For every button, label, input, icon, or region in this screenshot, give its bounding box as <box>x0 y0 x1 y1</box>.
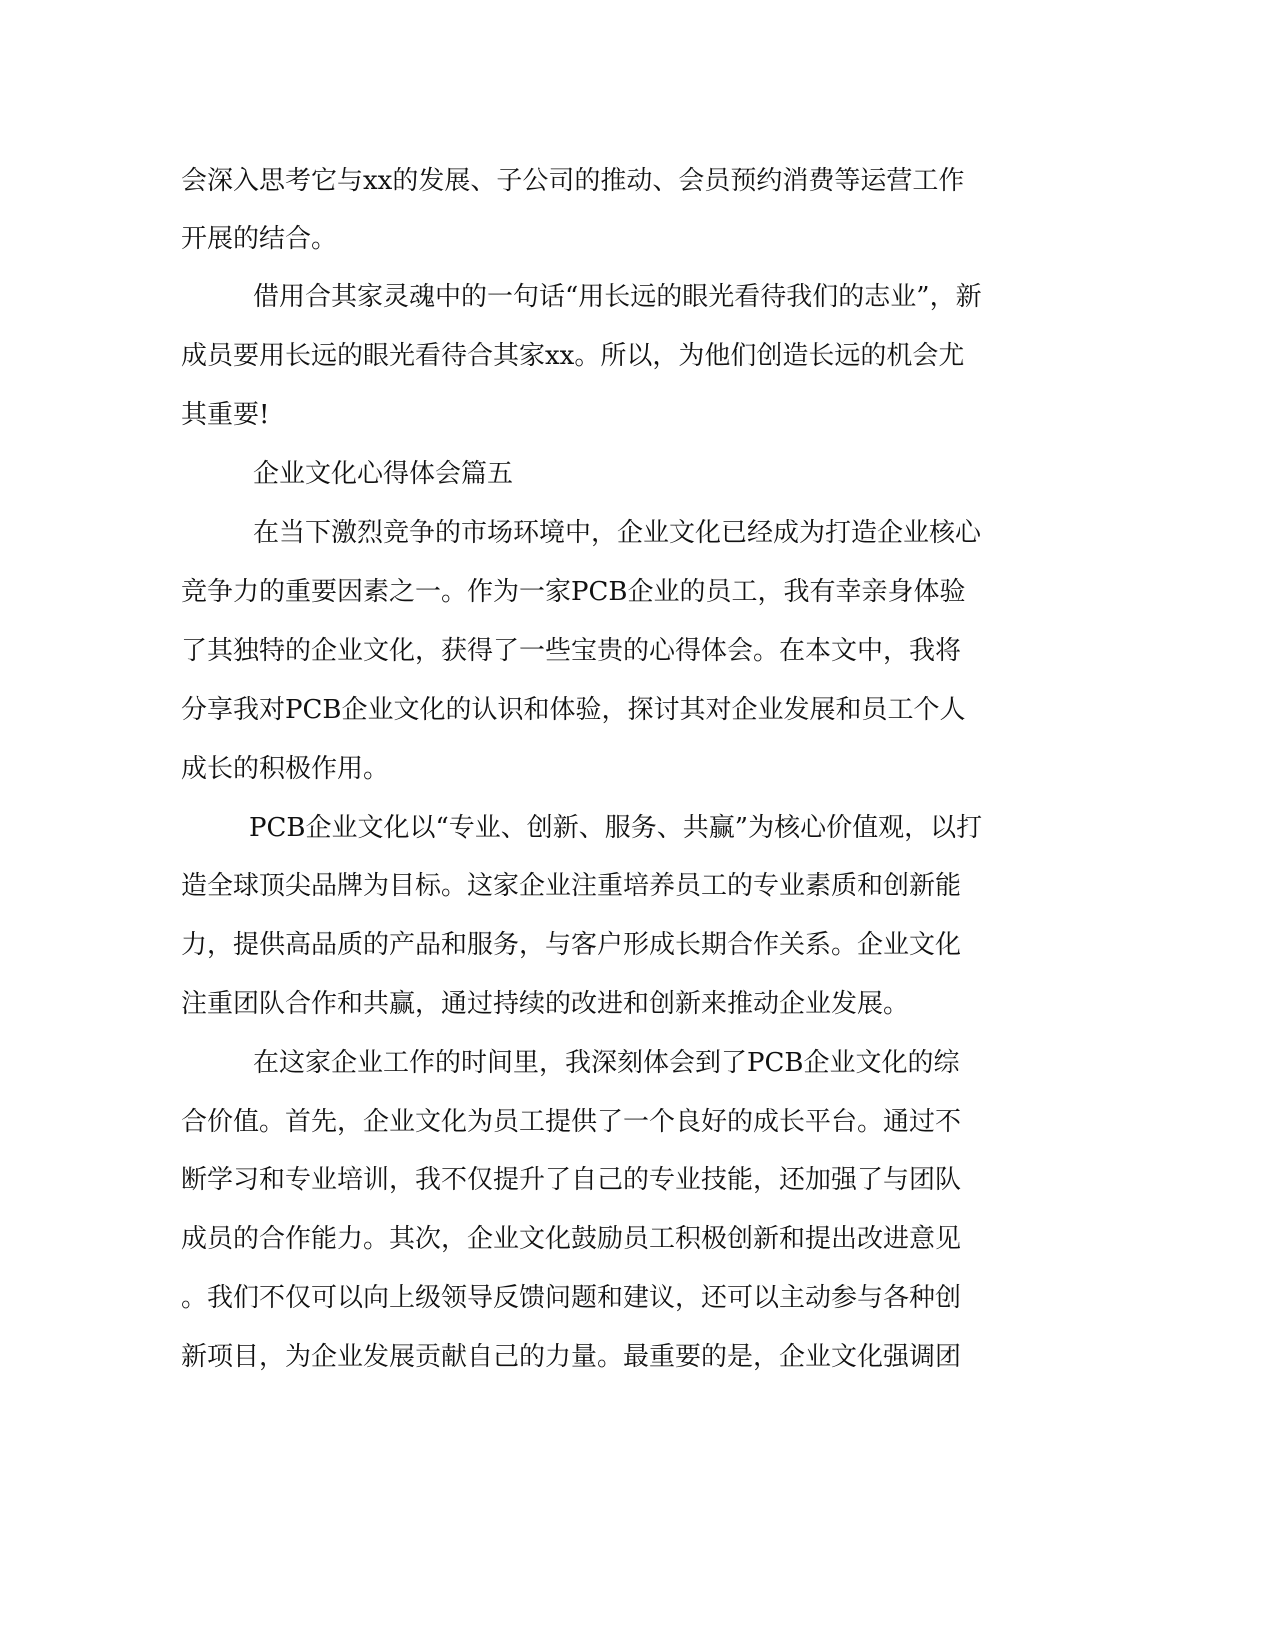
line-text: 合价值。首先，企业文化为员工提供了一个良好的成长平台。通过不 <box>181 1107 962 1137</box>
body-text-line <box>0 572 1275 612</box>
line-text: 开展的结合。 <box>181 224 338 254</box>
body-text-line <box>0 395 1275 435</box>
body-text-line <box>0 161 1275 201</box>
body-text-line <box>0 866 1275 906</box>
section-heading <box>0 454 1275 494</box>
body-text-line <box>0 513 1275 553</box>
body-text-line <box>0 1337 1275 1377</box>
line-text: 注重团队合作和共赢，通过持续的改进和创新来推动企业发展。 <box>181 989 910 1019</box>
body-text-line <box>0 1043 1275 1083</box>
line-text: 竞争力的重要因素之一。作为一家PCB企业的员工，我有幸亲身体验 <box>181 577 966 607</box>
body-text-line <box>0 1219 1275 1259</box>
body-text-line <box>0 1102 1275 1142</box>
line-text: 造全球顶尖品牌为目标。这家企业注重培养员工的专业素质和创新能 <box>181 871 962 901</box>
line-text: 断学习和专业培训，我不仅提升了自己的专业技能，还加强了与团队 <box>181 1165 962 1195</box>
heading-text: 企业文化心得体会篇五 <box>253 459 514 489</box>
line-text: 其重要! <box>181 400 270 430</box>
body-text-line <box>0 808 1275 848</box>
line-text: 在这家企业工作的时间里，我深刻体会到了PCB企业文化的综 <box>253 1048 960 1078</box>
line-text: 力，提供高品质的产品和服务，与客户形成长期合作关系。企业文化 <box>181 930 962 960</box>
line-text: 借用合其家灵魂中的一句话“用长远的眼光看待我们的志业”，新 <box>253 282 982 312</box>
line-text: PCB企业文化以“专业、创新、服务、共赢”为核心价值观，以打 <box>249 813 983 843</box>
line-text: 分享我对PCB企业文化的认识和体验，探讨其对企业发展和员工个人 <box>181 695 966 725</box>
line-text: 成员的合作能力。其次，企业文化鼓励员工积极创新和提出改进意见 <box>181 1224 962 1254</box>
body-text-line <box>0 1160 1275 1200</box>
line-text: 成长的积极作用。 <box>181 754 390 784</box>
body-text-line <box>0 631 1275 671</box>
body-text-line <box>0 277 1275 317</box>
body-text-line <box>0 219 1275 259</box>
body-text-line <box>0 690 1275 730</box>
body-text-line <box>0 1278 1275 1318</box>
body-text-line <box>0 336 1275 376</box>
line-text: 了其独特的企业文化，获得了一些宝贵的心得体会。在本文中，我将 <box>181 636 962 666</box>
body-text-line <box>0 925 1275 965</box>
line-text: 。我们不仅可以向上级领导反馈问题和建议，还可以主动参与各种创 <box>181 1283 962 1313</box>
body-text-line <box>0 749 1275 789</box>
line-text: 新项目，为企业发展贡献自己的力量。最重要的是，企业文化强调团 <box>181 1342 962 1372</box>
line-text: 在当下激烈竞争的市场环境中，企业文化已经成为打造企业核心 <box>253 518 982 548</box>
line-text: 会深入思考它与xx的发展、子公司的推动、会员预约消费等运营工作 <box>181 166 965 196</box>
line-text: 成员要用长远的眼光看待合其家xx。所以，为他们创造长远的机会尤 <box>181 341 965 371</box>
body-text-line <box>0 984 1275 1024</box>
